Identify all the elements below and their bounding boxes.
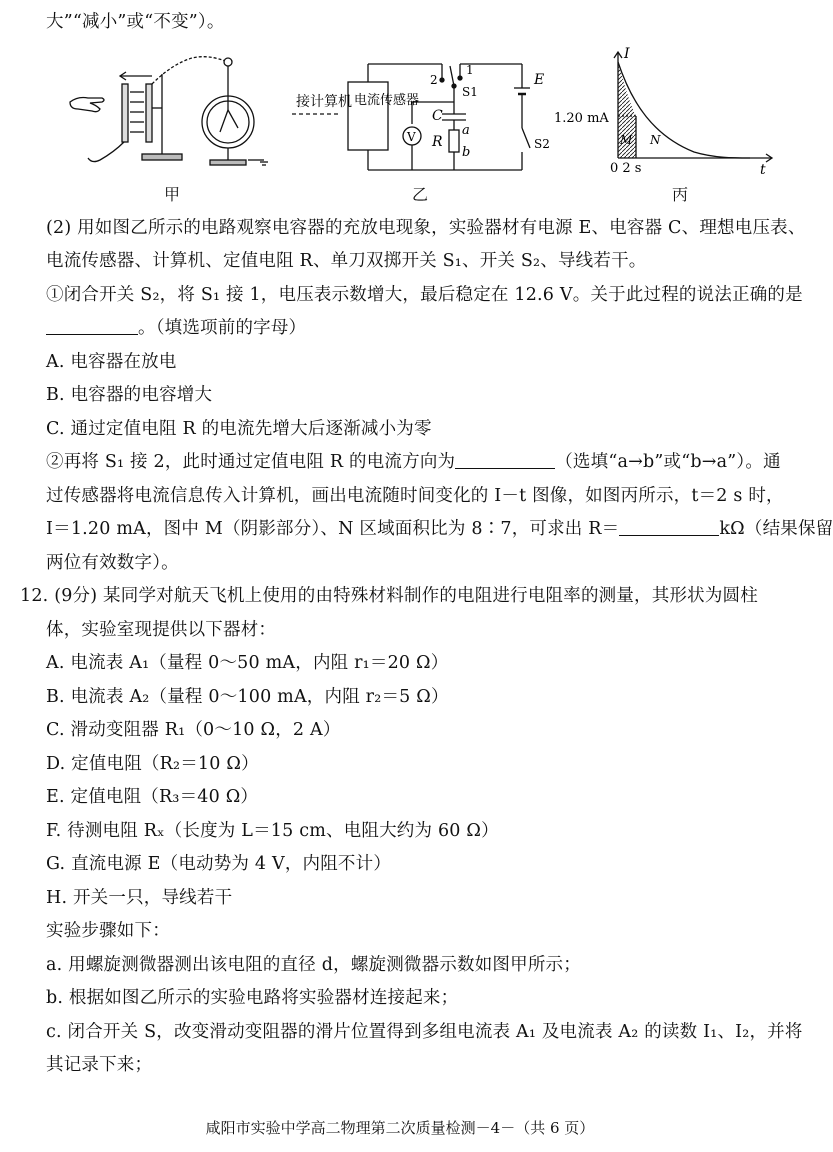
question-12-line: 12. (9分) 某同学对航天飞机上使用的由特殊材料制作的电阻进行电阻率的测量，其形状为圆柱 — [20, 586, 758, 606]
step-line: c. 闭合开关 S，改变滑动变阻器的滑片位置得到多组电流表 A₁ 及电流表 A₂ 的读数 I₁、I₂，并将 — [46, 1022, 803, 1042]
caption-jia: 甲 — [164, 185, 181, 204]
page-footer: 咸阳市实验中学高二物理第二次质量检测－4－（共 6 页） — [205, 1119, 595, 1137]
label-C: C — [432, 108, 443, 124]
answer-blank[interactable] — [46, 316, 138, 335]
caption-bing: 丙 — [672, 185, 689, 204]
answer-blank[interactable] — [619, 517, 719, 536]
option-line: B. 电容器的电容增大 — [46, 385, 213, 405]
figure-row — [60, 44, 780, 210]
text-line — [46, 517, 833, 541]
text-line — [46, 450, 781, 474]
figure-bing — [554, 44, 780, 180]
equipment-item: C. 滑动变阻器 R₁（0～10 Ω，2 A） — [46, 720, 341, 740]
option-line: C. 通过定值电阻 R 的电流先增大后逐渐减小为零 — [46, 419, 432, 439]
equipment-item: G. 直流电源 E（电动势为 4 V，内阻不计） — [46, 854, 392, 874]
label-2: 2 — [430, 73, 438, 87]
axis-label-I: I — [624, 46, 630, 62]
equipment-item: A. 电流表 A₁（量程 0～50 mA，内阻 r₁＝20 Ω） — [46, 653, 449, 673]
text-fragment: （选填“a→b”或“b→a”）。通 — [555, 452, 781, 472]
label-computer: 接计算机 — [296, 94, 352, 110]
equipment-item: H. 开关一只，导线若干 — [46, 888, 233, 908]
region-M: M — [620, 133, 633, 147]
figure-jia — [60, 44, 280, 176]
label-S2: S2 — [534, 137, 550, 151]
option-line: A. 电容器在放电 — [46, 352, 177, 372]
text-line: 电流传感器、计算机、定值电阻 R、单刀双掷开关 S₁、开关 S₂、导线若干。 — [46, 251, 647, 271]
caption-yi: 乙 — [412, 185, 429, 204]
figure-yi — [292, 44, 562, 180]
label-S1: S1 — [462, 85, 478, 99]
text-line: ①闭合开关 S₂，将 S₁ 接 1，电压表示数增大，最后稳定在 12.6 V。关于此过程的说法正确的是 — [46, 285, 803, 305]
equipment-item: B. 电流表 A₂（量程 0～100 mA，内阻 r₂＝5 Ω） — [46, 687, 449, 707]
step-line: a. 用螺旋测微器测出该电阻的直径 d，螺旋测微器示数如图甲所示； — [46, 955, 581, 975]
label-R: R — [432, 134, 443, 150]
value-label: 1.20 mA — [554, 111, 609, 126]
text-fragment: I＝1.20 mA，图中 M（阴影部分）、N 区域面积比为 8∶7，可求出 R＝ — [46, 519, 620, 539]
text-fragment: ②再将 S₁ 接 2，此时通过定值电阻 R 的电流方向为 — [46, 452, 456, 472]
text-line: 体，实验室现提供以下器材： — [46, 620, 277, 640]
label-E: E — [534, 72, 545, 88]
text-line: 过传感器将电流信息传入计算机，画出电流随时间变化的 I－t 图像，如图丙所示，t＝2 s 时， — [46, 486, 784, 506]
step-line: 其记录下来； — [46, 1055, 153, 1075]
label-1: 1 — [466, 63, 474, 77]
tick-label: 0 2 s — [610, 161, 642, 176]
label-V: V — [407, 130, 416, 144]
text-line: 实验步骤如下： — [46, 921, 170, 941]
axis-label-t: t — [760, 162, 766, 178]
text-line: (2) 用如图乙所示的电路观察电容器的充放电现象，实验器材有电源 E、电容器 C、理想电压表、 — [46, 218, 806, 238]
text-line-top: 大”“减小”或“不变”）。 — [46, 12, 225, 32]
label-b: b — [462, 145, 471, 160]
text-line: 两位有效数字）。 — [46, 553, 179, 573]
text-fragment: kΩ（结果保留 — [719, 519, 833, 539]
text-fragment: 。（填选项前的字母） — [138, 318, 307, 338]
text-line — [46, 316, 306, 340]
label-a: a — [462, 123, 470, 138]
equipment-item: D. 定值电阻（R₂＝10 Ω） — [46, 754, 259, 774]
answer-blank[interactable] — [455, 450, 555, 469]
equipment-item: F. 待测电阻 Rₓ（长度为 L＝15 cm、电阻大约为 60 Ω） — [46, 821, 499, 841]
label-sensor: 电流传感器 — [354, 93, 420, 108]
step-line: b. 根据如图乙所示的实验电路将实验器材连接起来； — [46, 988, 459, 1008]
region-N: N — [650, 133, 661, 147]
equipment-item: E. 定值电阻（R₃＝40 Ω） — [46, 787, 259, 807]
